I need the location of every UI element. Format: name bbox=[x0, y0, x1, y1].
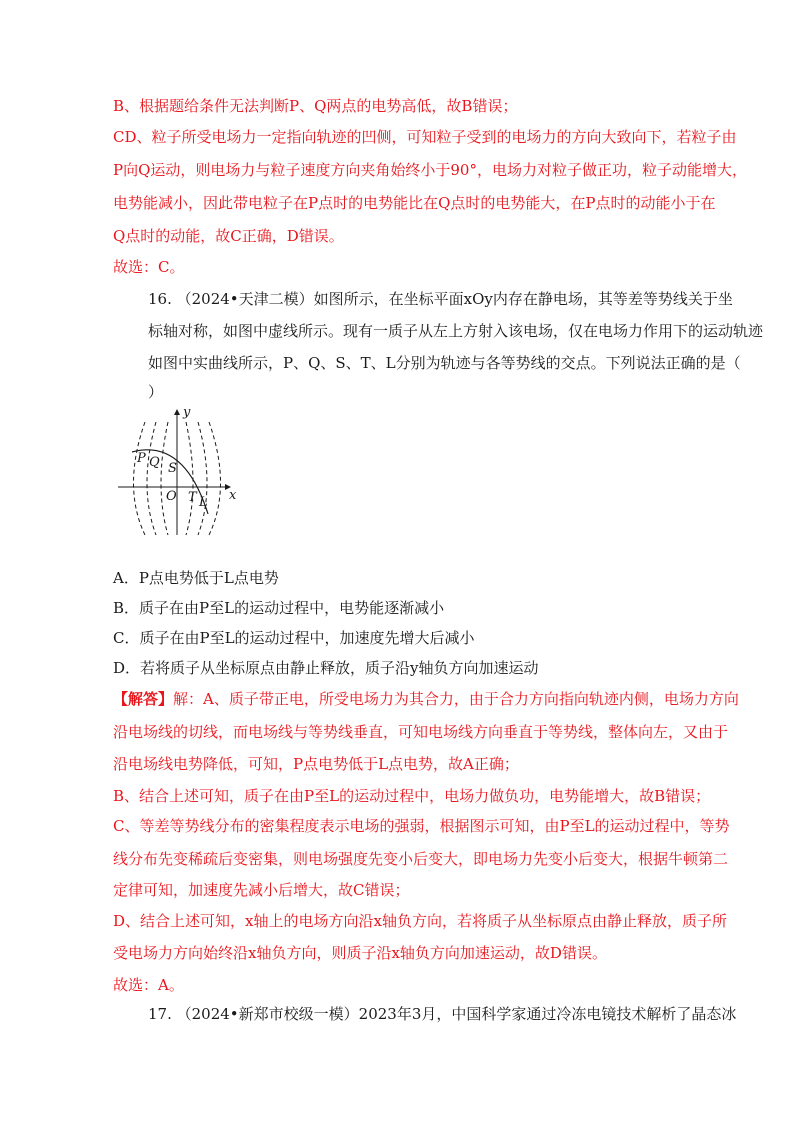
equipotential-line-left-inner bbox=[161, 422, 168, 535]
question-17-stem-1: 17. （2024•新郑市校级一模）2023年3月，中国科学家通过冷冻电镜技术解析了晶态冰 bbox=[148, 1005, 737, 1023]
answer-c-1: C、等差等势线分布的密集程度表示电场的强弱，根据图示可知，由P至L的运动过程中，等势 bbox=[113, 817, 730, 835]
equipotential-line-left-outer bbox=[134, 422, 146, 535]
question-16-stem-2: 标轴对称，如图中虚线所示。现有一质子从左上方射入该电场，仅在电场力作用下的运动轨迹 bbox=[148, 322, 764, 340]
answer-a-3: 沿电场线电势降低，可知，P点电势低于L点电势，故A正确； bbox=[113, 755, 519, 773]
equipotential-line-right-outer bbox=[209, 422, 221, 535]
prev-answer-b: B、根据题给条件无法判断P、Q两点的电势高低，故B错误； bbox=[113, 97, 518, 115]
prev-answer-cd-4: Q点时的动能，故C正确，D错误。 bbox=[113, 227, 344, 245]
answer-b: B、结合上述可知，质子在由P至L的运动过程中，电场力做负功，电势能增大，故B错误； bbox=[113, 787, 711, 805]
label-y: y bbox=[183, 405, 191, 420]
prev-answer-choice: 故选：C。 bbox=[113, 258, 185, 276]
equipotential-diagram bbox=[112, 400, 247, 543]
label-q: Q bbox=[149, 455, 160, 470]
question-16-stem-1: 16. （2024•天津二模）如图所示，在坐标平面xOy内存在静电场，其等差等势线关于坐 bbox=[148, 290, 733, 308]
answer-a-1 bbox=[113, 689, 739, 709]
answer-a-2: 沿电场线的切线，而电场线与等势线垂直，可知电场线方向垂直于等势线，整体向左，又由于 bbox=[113, 723, 729, 741]
answer-a-1-text: 解：A、质子带正电，所受电场力为其合力，由于合力方向指向轨迹内侧，电场力方向 bbox=[173, 690, 739, 708]
equipotential-figure bbox=[112, 400, 247, 543]
label-l: L bbox=[199, 495, 208, 510]
answer-d-2: 受电场力方向始终沿x轴负方向，则质子沿x轴负方向加速运动，故D错误。 bbox=[113, 944, 607, 962]
prev-answer-cd-1: CD、粒子所受电场力一定指向轨迹的凹侧，可知粒子受到的电场力的方向大致向下，若粒子由 bbox=[113, 128, 737, 146]
answer-choice: 故选：A。 bbox=[113, 976, 184, 994]
label-p: P bbox=[137, 451, 146, 466]
option-c: C．质子在由P至L的运动过程中，加速度先增大后减小 bbox=[113, 629, 475, 647]
question-16-stem-4: ） bbox=[148, 383, 164, 401]
option-d: D．若将质子从坐标原点由静止释放，质子沿y轴负方向加速运动 bbox=[113, 659, 539, 677]
prev-answer-cd-3: 电势能减小，因此带电粒子在P点时的电势能比在Q点时的电势能大，在P点时的动能小于在 bbox=[113, 194, 716, 212]
equipotential-line-left-middle bbox=[147, 422, 156, 535]
answer-c-2: 线分布先变稀疏后变密集，则电场强度先变小后变大，即电场力先变小后变大，根据牛顿第二 bbox=[113, 850, 729, 868]
question-16-stem-3: 如图中实曲线所示，P、Q、S、T、L分别为轨迹与各等势线的交点。下列说法正确的是（ bbox=[148, 354, 741, 372]
prev-answer-cd-2: P向Q运动，则电场力与粒子速度方向夹角始终小于90°，电场力对粒子做正功，粒子动能增大， bbox=[113, 161, 747, 179]
label-t: T bbox=[188, 490, 197, 505]
label-s: S bbox=[168, 461, 177, 476]
answer-c-3: 定律可知，加速度先减小后增大，故C错误； bbox=[113, 881, 410, 899]
label-origin: O bbox=[166, 489, 177, 504]
answer-d-1: D、结合上述可知，x轴上的电场方向沿x轴负方向，若将质子从坐标原点由静止释放，质子所 bbox=[113, 912, 727, 930]
answer-tag: 【解答】 bbox=[113, 690, 174, 708]
option-b: B．质子在由P至L的运动过程中，电势能逐渐减小 bbox=[113, 599, 445, 617]
label-x: x bbox=[229, 488, 237, 503]
equipotential-line-right-middle bbox=[198, 422, 207, 535]
option-a: A．P点电势低于L点电势 bbox=[113, 569, 279, 587]
